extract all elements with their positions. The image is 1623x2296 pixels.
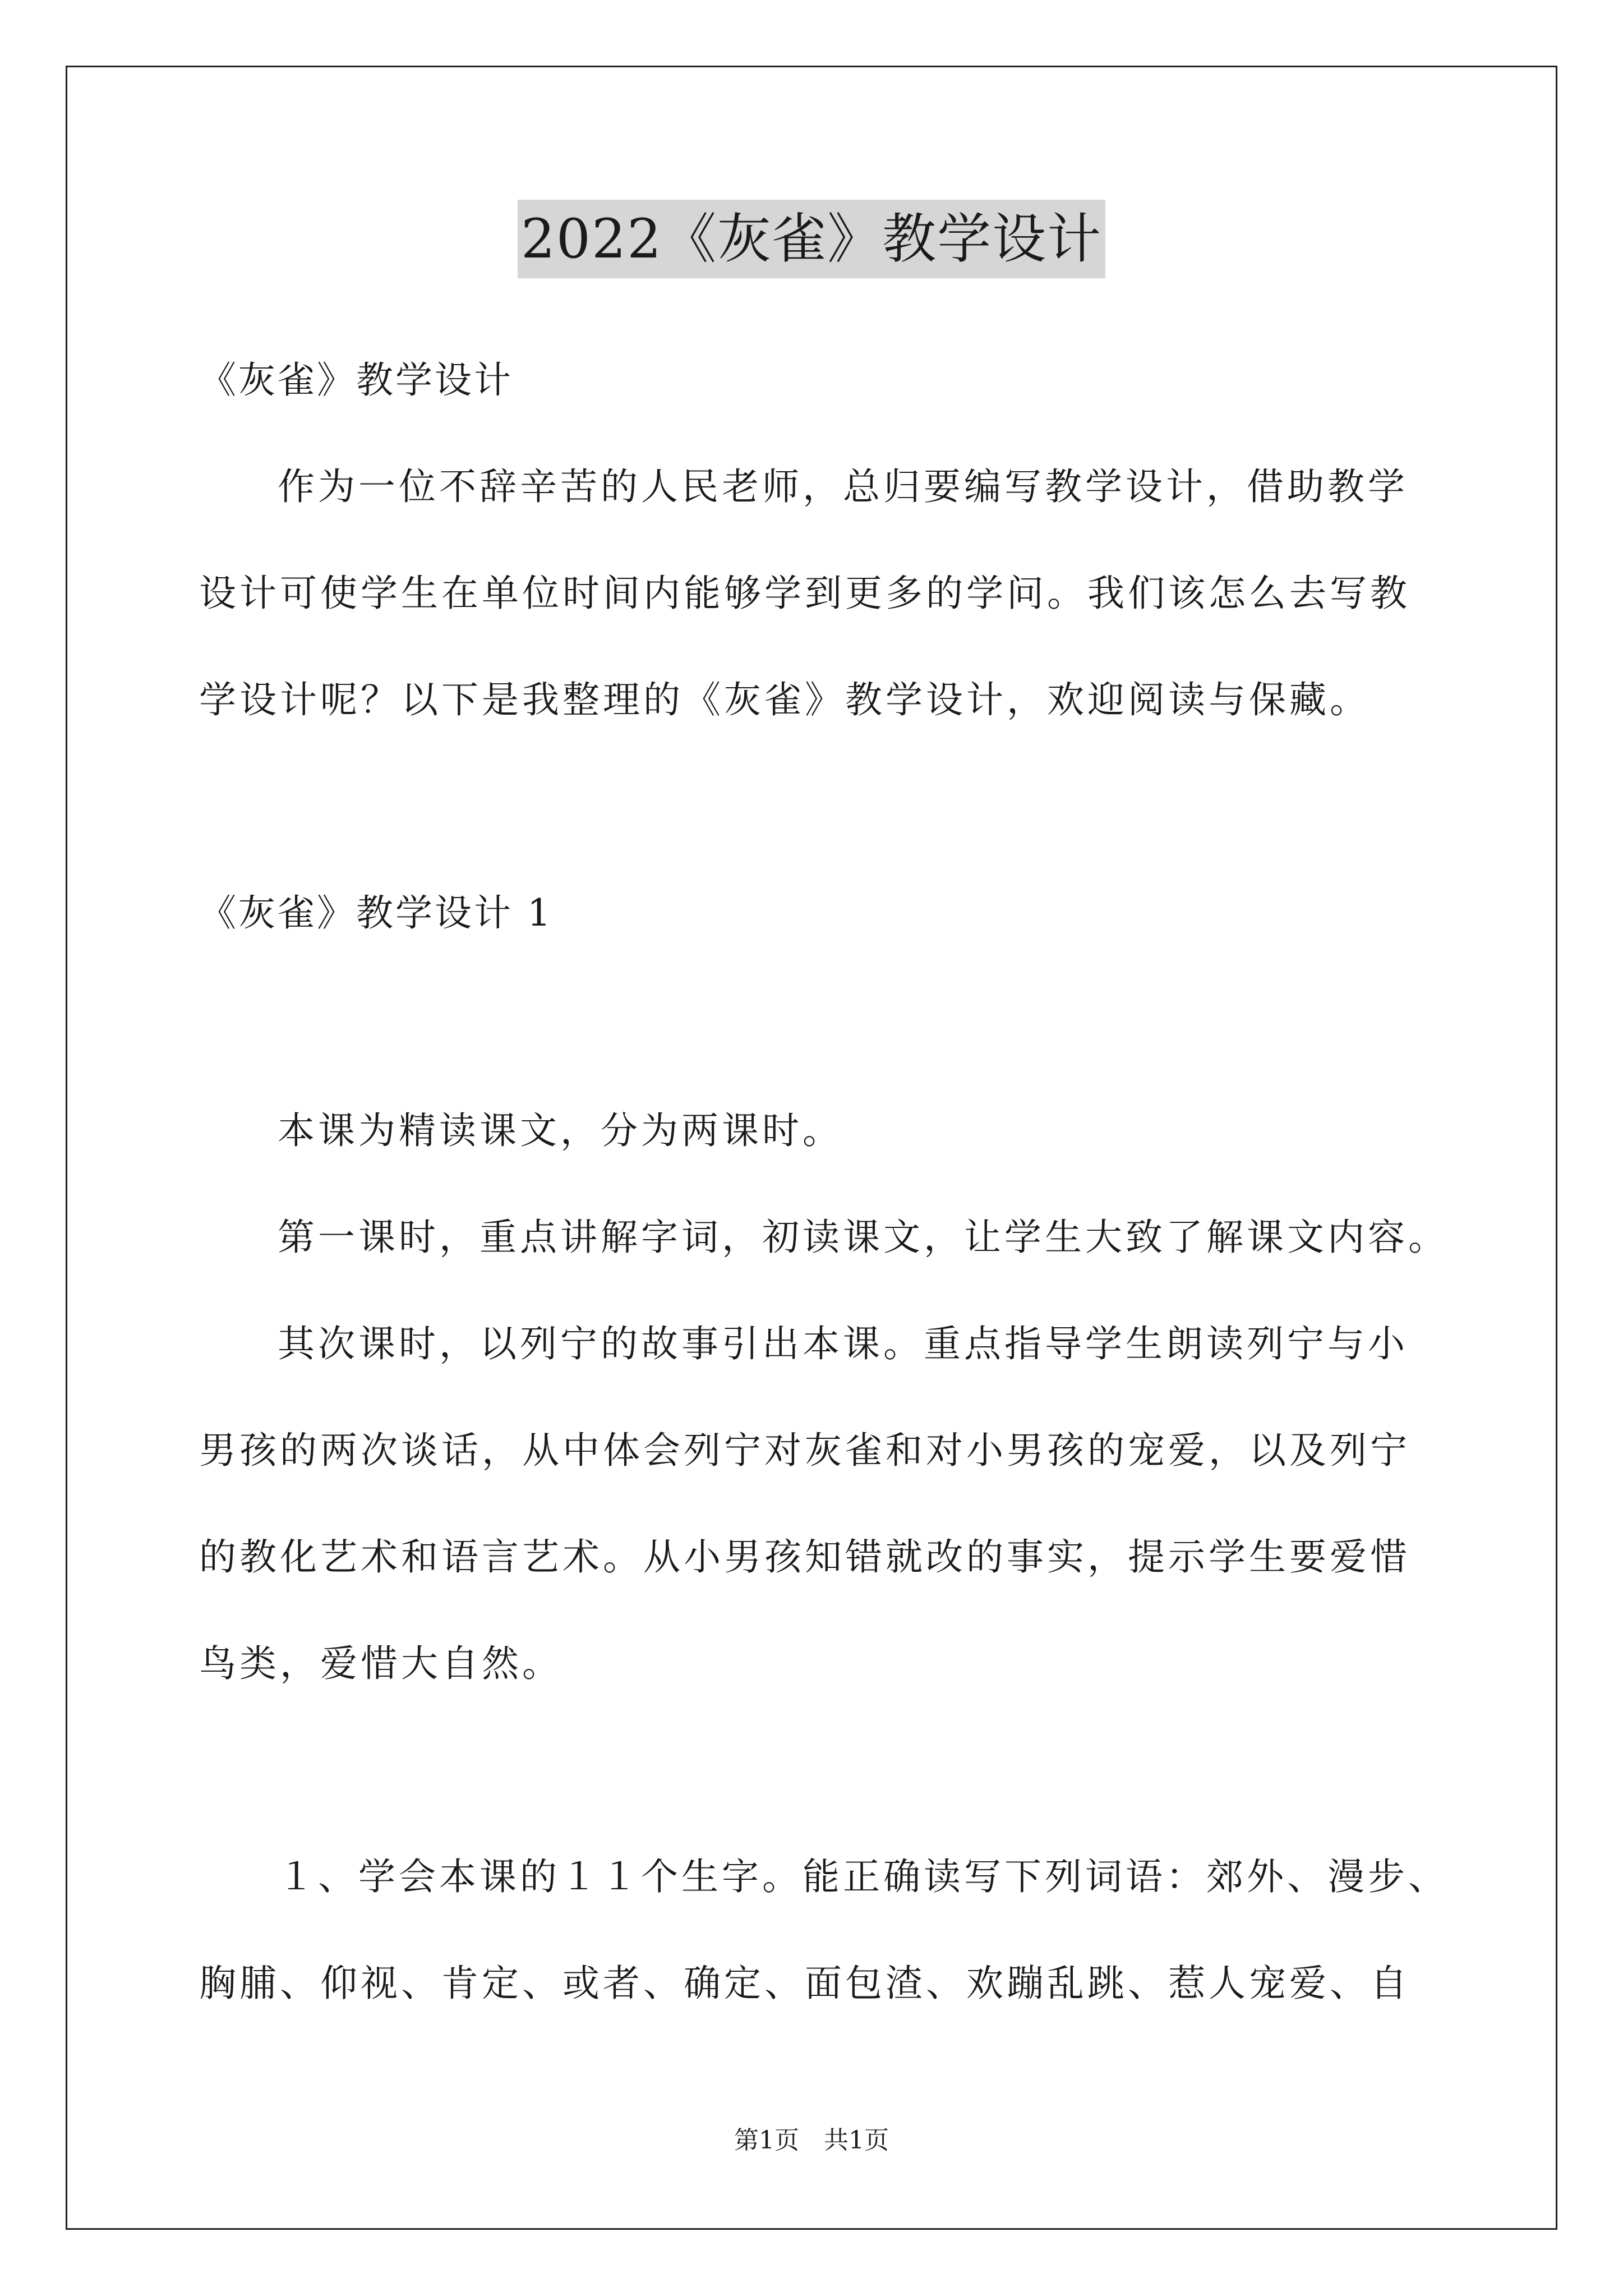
document-title bbox=[0, 200, 1623, 278]
body-paragraph-line: 其次课时，以列宁的故事引出本课。重点指导学生朗读列宁与小 bbox=[278, 1322, 1408, 1365]
intro-paragraph-line: 设计可使学生在单位时间内能够学到更多的学问。我们该怎么去写教 bbox=[199, 572, 1410, 615]
page-footer: 第1页 共1页 bbox=[734, 2126, 889, 2155]
intro-paragraph-line: 学设计呢？以下是我整理的《灰雀》教学设计，欢迎阅读与保藏。 bbox=[199, 678, 1370, 721]
intro-paragraph-line: 作为一位不辞辛苦的人民老师，总归要编写教学设计，借助教学 bbox=[278, 465, 1408, 508]
document-title-text: 2022《灰雀》教学设计 bbox=[518, 200, 1105, 278]
body-paragraph-line: 男孩的两次谈话，从中体会列宁对灰雀和对小男孩的宠爱，以及列宁 bbox=[199, 1429, 1410, 1472]
section-heading: 《灰雀》教学设计 1 bbox=[199, 891, 553, 935]
body-paragraph-line: 第一课时，重点讲解字词，初读课文，让学生大致了解课文内容。 bbox=[278, 1216, 1449, 1259]
body-paragraph-line: 胸脯、仰视、肯定、或者、确定、面包渣、欢蹦乱跳、惹人宠爱、自 bbox=[199, 1962, 1410, 2005]
body-paragraph-line: 本课为精读课文，分为两课时。 bbox=[278, 1109, 843, 1152]
body-paragraph-line: １、学会本课的１１个生字。能正确读写下列词语：郊外、漫步、 bbox=[278, 1855, 1449, 1898]
document-subtitle: 《灰雀》教学设计 bbox=[199, 358, 513, 402]
body-paragraph-line: 鸟类，爱惜大自然。 bbox=[199, 1642, 562, 1685]
body-paragraph-line: 的教化艺术和语言艺术。从小男孩知错就改的事实，提示学生要爱惜 bbox=[199, 1535, 1410, 1579]
